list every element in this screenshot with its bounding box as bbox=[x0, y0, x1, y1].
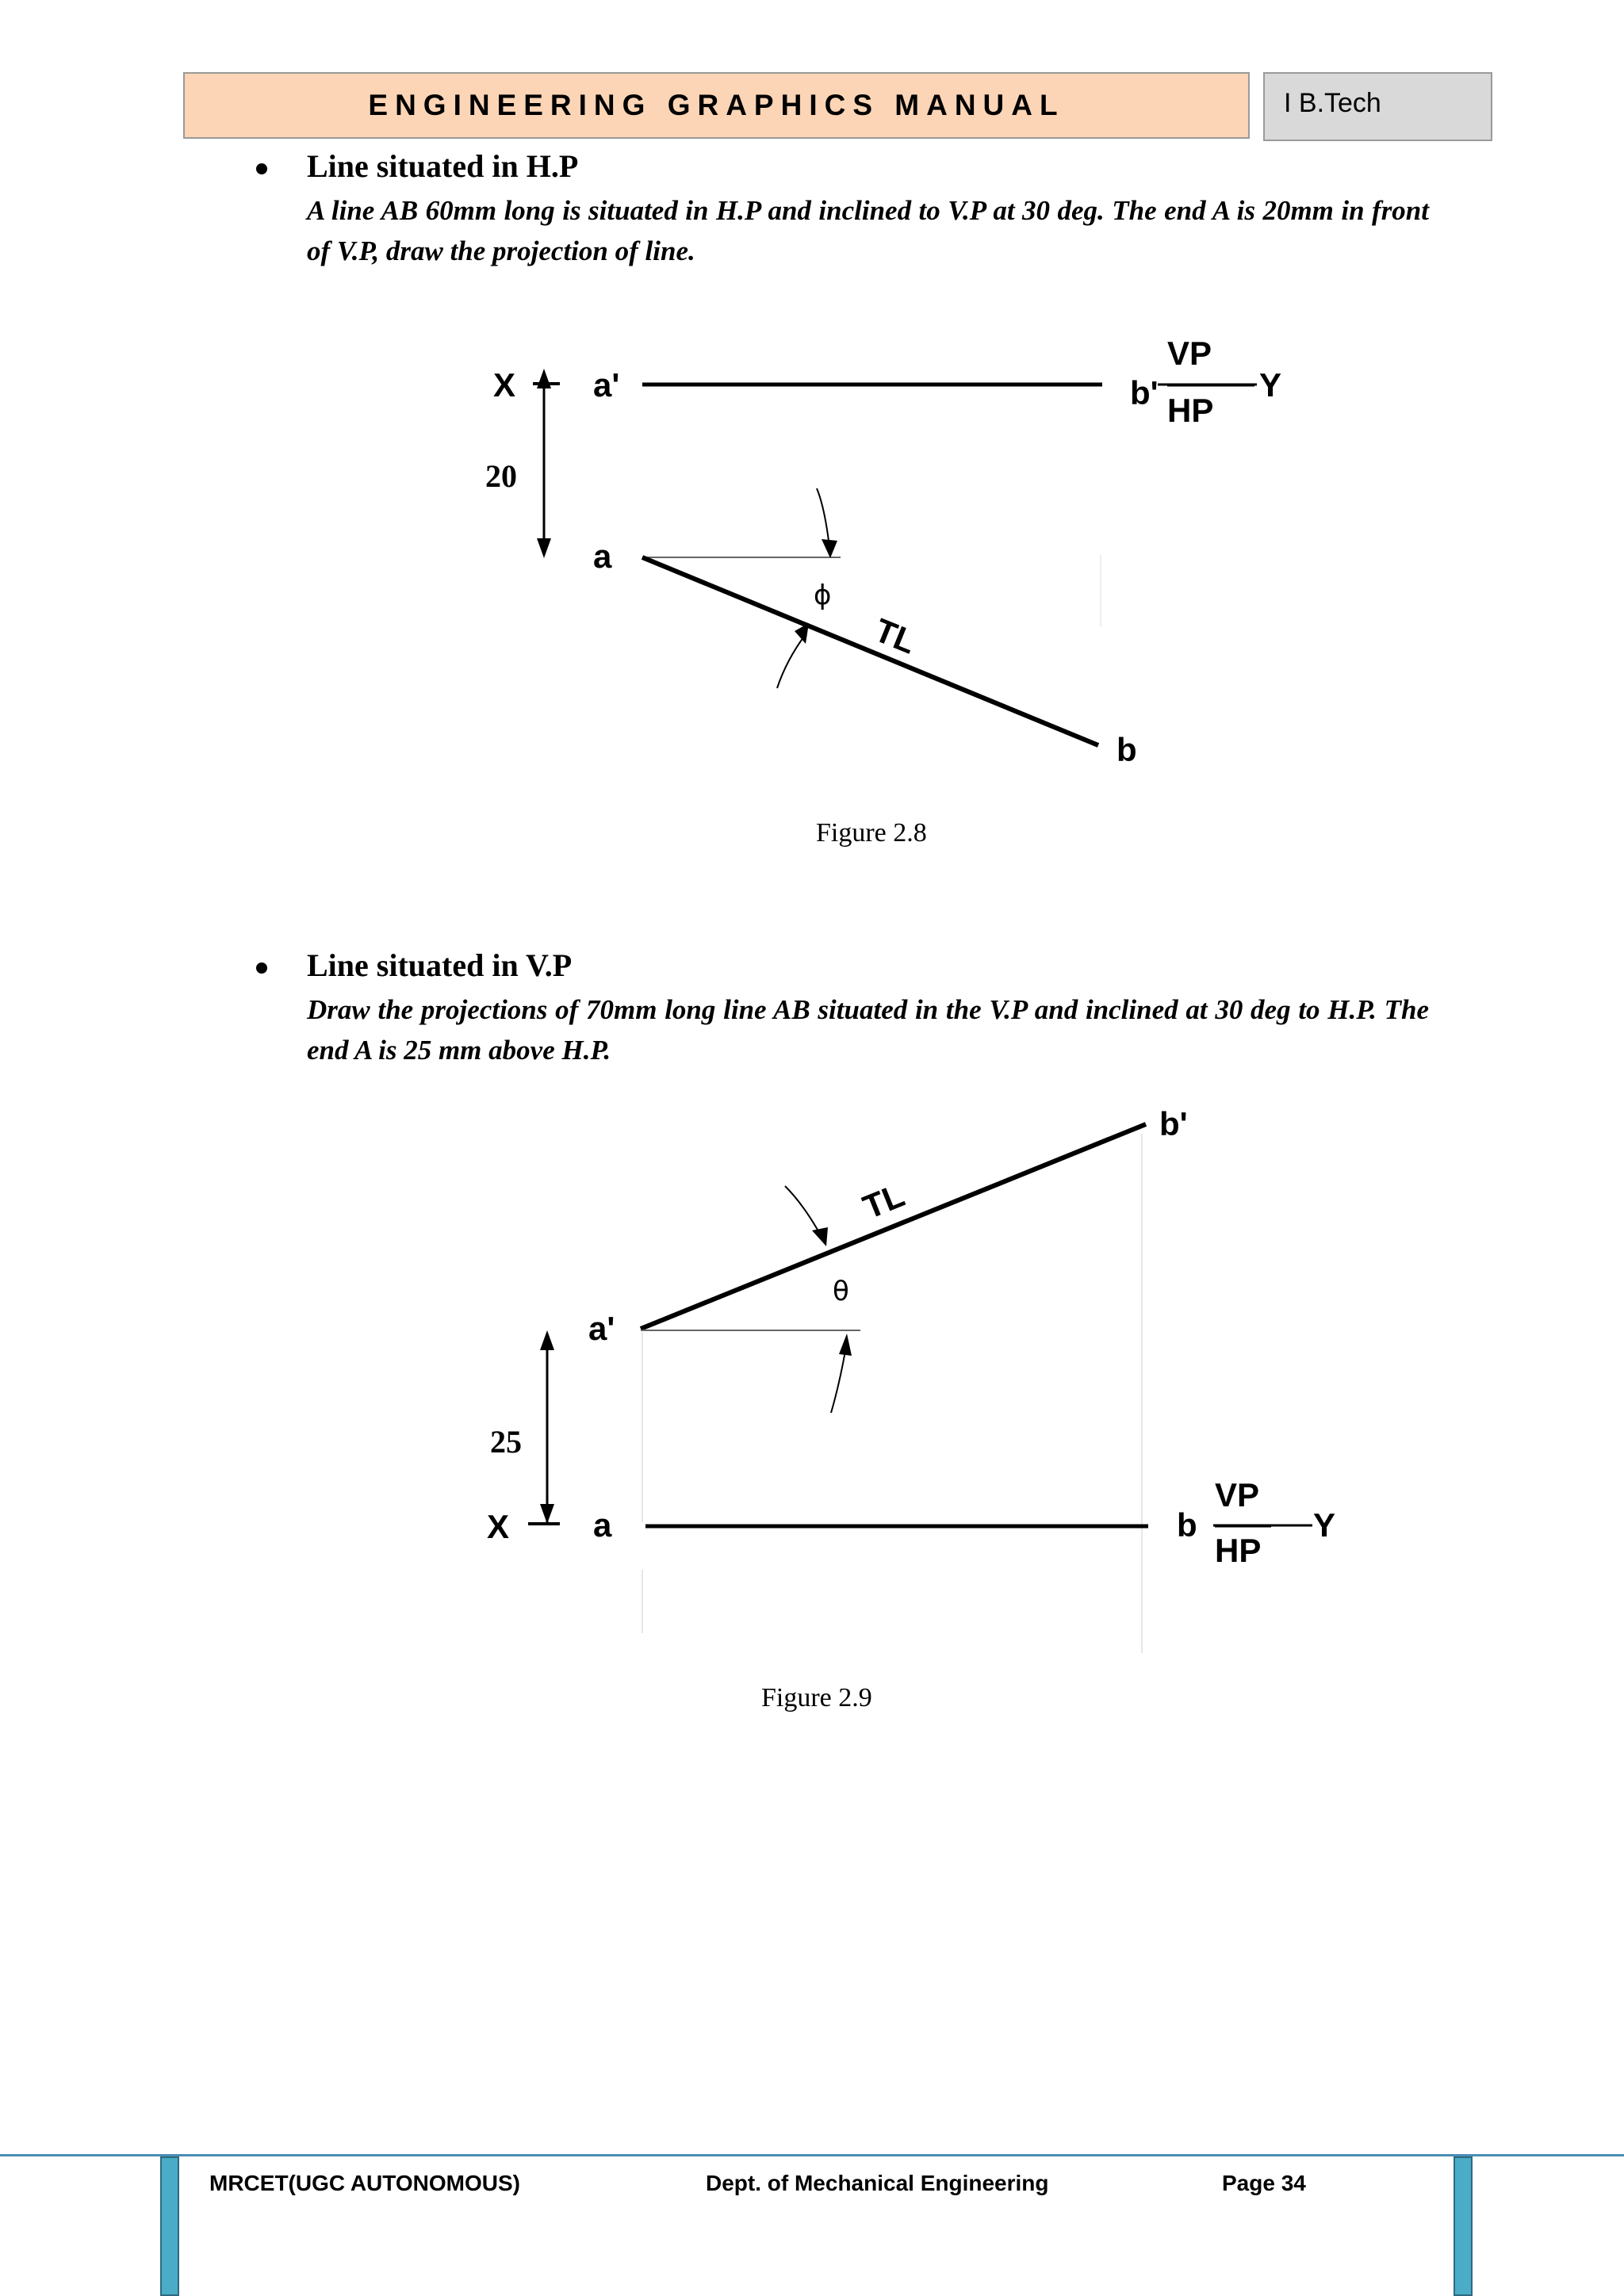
section-title-vp: Line situated in V.P bbox=[307, 947, 573, 983]
footer-department: Dept. of Mechanical Engineering bbox=[706, 2171, 1049, 2195]
angle-arrow-top bbox=[785, 1186, 822, 1237]
section-title-hp: Line situated in H.P bbox=[307, 148, 579, 184]
section-body-vp: Draw the projections of 70mm long line AB situated in the V.P and inclined at 30 deg to H.P. The end A is 25 mm above H.P. bbox=[307, 994, 1429, 1066]
angle-symbol: ϕ bbox=[814, 580, 832, 611]
dimension-label: 25 bbox=[490, 1424, 522, 1460]
label-b: b bbox=[1177, 1506, 1197, 1544]
figure-caption: Figure 2.8 bbox=[816, 818, 927, 848]
label-a: a bbox=[593, 538, 612, 575]
label-hp: HP bbox=[1167, 392, 1214, 429]
front-view-true-length-line bbox=[641, 1124, 1146, 1329]
label-vp: VP bbox=[1215, 1476, 1260, 1513]
figure-caption: Figure 2.9 bbox=[761, 1683, 872, 1712]
angle-arrowhead-bottom bbox=[839, 1334, 852, 1356]
footer-rule bbox=[0, 2154, 1624, 2156]
label-hp: HP bbox=[1215, 1532, 1262, 1569]
label-b: b bbox=[1116, 731, 1137, 768]
angle-arrowhead-top bbox=[812, 1227, 828, 1246]
angle-symbol: θ bbox=[833, 1276, 849, 1307]
section-body-hp: A line AB 60mm long is situated in H.P and inclined to V.P at 30 deg. The end A is 20mm in front of V.P, draw the projection of line. bbox=[307, 195, 1429, 266]
footer-institution: MRCET(UGC AUTONOMOUS) bbox=[209, 2171, 520, 2195]
course-label: I B.Tech bbox=[1284, 88, 1381, 118]
label-b-prime: b' bbox=[1130, 374, 1159, 411]
label-true-length: TL bbox=[857, 1176, 910, 1226]
angle-arrow-bottom bbox=[831, 1351, 845, 1413]
footer-bar-right bbox=[1454, 2156, 1473, 2296]
label-vp: VP bbox=[1167, 335, 1212, 372]
footer-bar-left bbox=[160, 2156, 179, 2296]
label-y: Y bbox=[1313, 1506, 1336, 1544]
dimension-arrow-bottom bbox=[540, 1504, 554, 1524]
label-a-prime: a' bbox=[593, 366, 620, 404]
label-true-length: TL bbox=[869, 610, 921, 661]
footer-page-number: Page 34 bbox=[1222, 2171, 1306, 2195]
label-a: a bbox=[593, 1506, 612, 1544]
label-a-prime: a' bbox=[588, 1310, 615, 1347]
label-y: Y bbox=[1259, 366, 1282, 404]
label-x: X bbox=[493, 366, 516, 404]
manual-title: ENGINEERING GRAPHICS MANUAL bbox=[368, 89, 1065, 121]
label-x: X bbox=[487, 1508, 510, 1545]
dimension-arrow-top bbox=[540, 1330, 554, 1350]
dimension-label: 20 bbox=[485, 458, 517, 494]
label-b-prime: b' bbox=[1159, 1105, 1188, 1142]
